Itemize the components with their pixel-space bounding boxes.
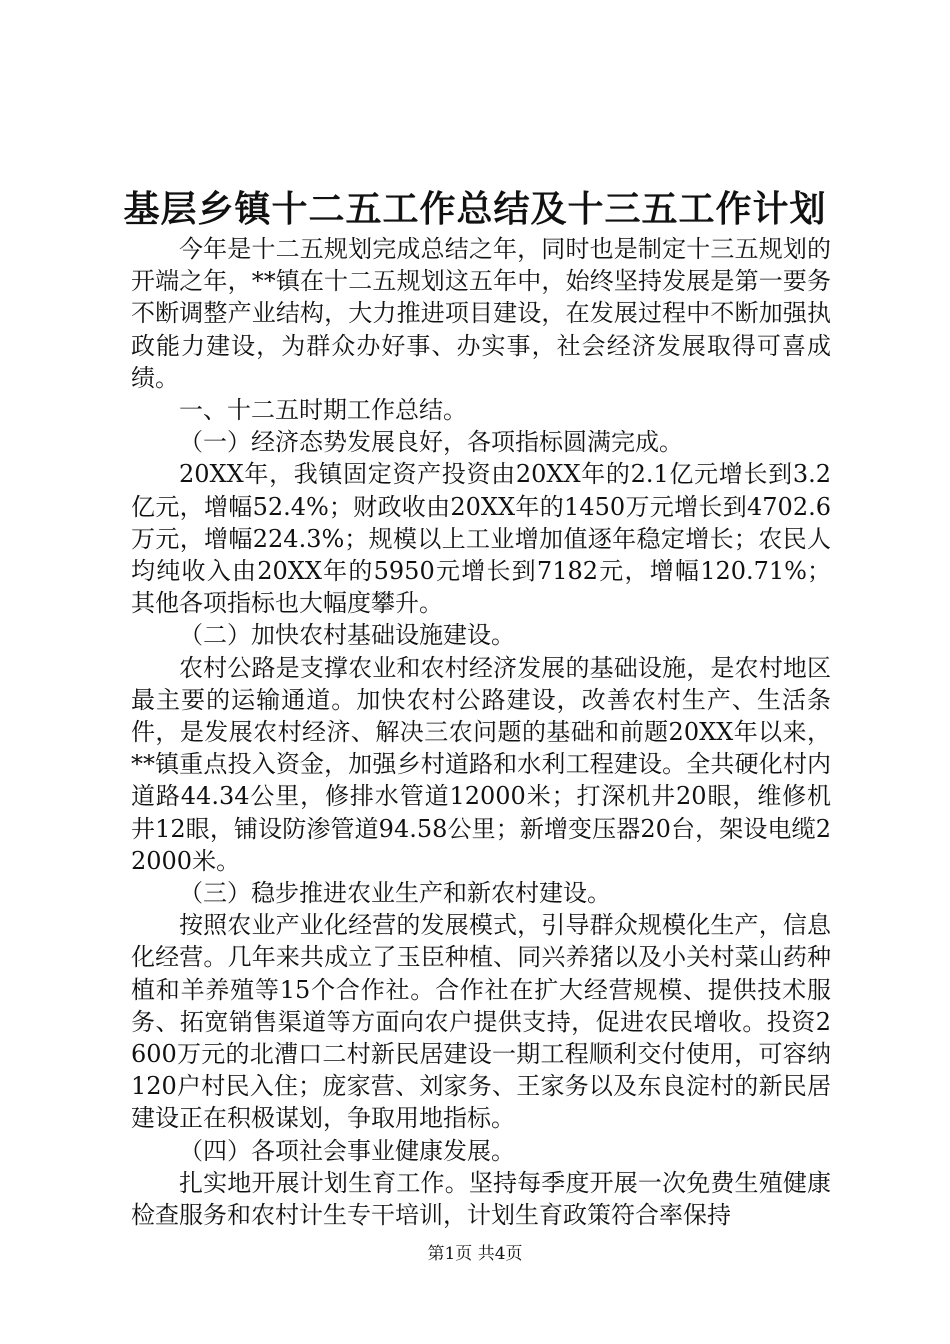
section-heading-1: 一、十二五时期工作总结。	[179, 396, 467, 425]
subsection-heading-2: （二）加快农村基础设施建设。	[179, 621, 515, 650]
subsection-heading-1: （一）经济态势发展良好，各项指标圆满完成。	[179, 428, 683, 457]
paragraph-agriculture: 按照农业产业化经营的发展模式，引导群众规模化生产，信息化经营。几年来共成立了玉臣种植、同兴养猪以及小关村菜山药种植和羊养殖等15个合作社。合作社在扩大经营规模、提供技术服务、拓宽销售渠道等方面向农户提供支持，促进农民增收。投资2600万元的北漕口二村新民居建设一期工程顺利交付使用，可容纳120户村民入住；庞家营、刘家务、王家务以及东良淀村的新民居建设正在积极谋划，争取用地指标。	[131, 911, 831, 1133]
paragraph-infrastructure: 农村公路是支撑农业和农村经济发展的基础设施，是农村地区最主要的运输通道。加快农村公路建设，改善农村生产、生活条件，是发展农村经济、解决三农问题的基础和前题20XX年以来，**镇重点投入资金，加强乡村道路和水利工程建设。全共硬化村内道路44.34公里，修排水管道12000米；打深机井20眼，维修机井12眼，铺设防渗管道94.58公里；新增变压器20台，架设电缆22000米。	[131, 653, 831, 875]
page-footer: 第1页 共4页	[427, 1244, 523, 1264]
paragraph-intro: 今年是十二五规划完成总结之年，同时也是制定十三五规划的开端之年，**镇在十二五规划这五年中，始终坚持发展是第一要务不断调整产业结构，大力推进项目建设，在发展过程中不断加强执政能力建设，为群众办好事、办实事，社会经济发展取得可喜成绩。	[131, 235, 831, 392]
paragraph-social: 扎实地开展计划生育工作。坚持每季度开展一次免费生殖健康检查服务和农村计生专干培训，计划生育政策符合率保持	[131, 1168, 831, 1230]
document-title: 基层乡镇十二五工作总结及十三五工作计划	[123, 188, 827, 230]
subsection-heading-4: （四）各项社会事业健康发展。	[179, 1136, 515, 1165]
paragraph-economy: 20XX年，我镇固定资产投资由20XX年的2.1亿元增长到3.2亿元，增幅52.4%；财政收由20XX年的1450万元增长到4702.6万元，增幅224.3%；规模以上工业增加值逐年稳定增长；农民人均纯收入由20XX年的5950元增长到7182元，增幅120.71%；其他各项指标也大幅度攀升。	[131, 460, 831, 618]
document-body	[131, 233, 831, 1231]
subsection-heading-3: （三）稳步推进农业生产和新农村建设。	[179, 879, 611, 908]
